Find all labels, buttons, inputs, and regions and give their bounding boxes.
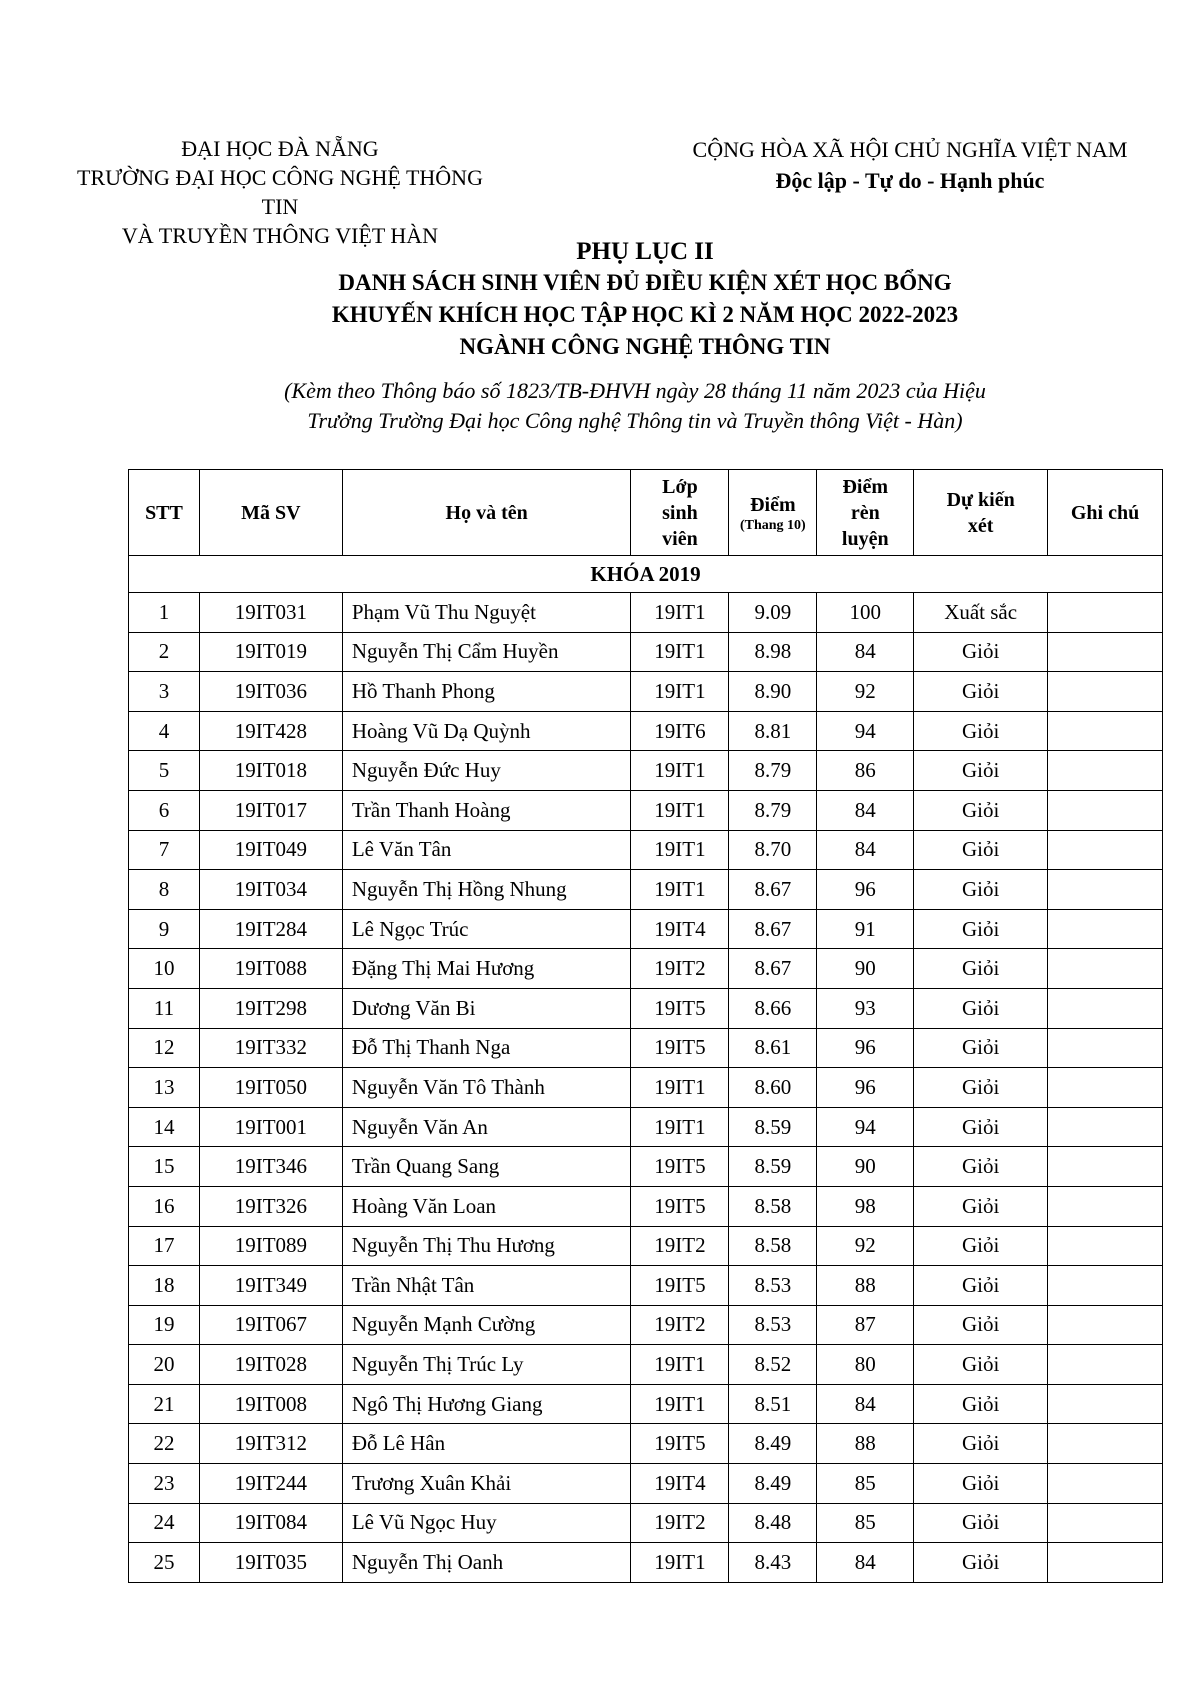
cell-lop: 19IT5 [631,988,729,1028]
cell-diem: 8.67 [729,909,817,949]
cell-ren-luyen: 93 [817,988,914,1028]
cell-ghi-chu [1048,870,1163,910]
table-row [129,751,1163,791]
cell-lop: 19IT4 [631,909,729,949]
cell-ghi-chu [1048,830,1163,870]
cell-ma-sv: 19IT084 [199,1503,342,1543]
cell-lop: 19IT1 [631,593,729,633]
cell-diem: 8.53 [729,1266,817,1306]
table-row [129,949,1163,989]
cell-ren-luyen: 86 [817,751,914,791]
cell-name: Trần Nhật Tân [342,1266,631,1306]
cell-diem: 8.52 [729,1345,817,1385]
cell-lop: 19IT1 [631,1543,729,1583]
cell-stt: 4 [129,711,200,751]
cell-ma-sv: 19IT298 [199,988,342,1028]
cell-stt: 6 [129,790,200,830]
cell-lop: 19IT5 [631,1266,729,1306]
cell-stt: 12 [129,1028,200,1068]
table-row [129,830,1163,870]
table-row [129,1543,1163,1583]
header-du-kien-line1: Dự kiến [946,488,1015,511]
cell-diem: 8.70 [729,830,817,870]
table-row [129,790,1163,830]
cell-stt: 1 [129,593,200,633]
cell-ma-sv: 19IT008 [199,1384,342,1424]
cell-du-kien: Giỏi [914,1068,1048,1108]
cell-lop: 19IT1 [631,1345,729,1385]
header-lop [631,470,729,556]
cell-lop: 19IT1 [631,1384,729,1424]
cell-ren-luyen: 84 [817,1543,914,1583]
cell-ma-sv: 19IT346 [199,1147,342,1187]
cell-name: Đỗ Thị Thanh Nga [342,1028,631,1068]
cell-diem: 8.98 [729,632,817,672]
cell-ren-luyen: 88 [817,1266,914,1306]
cell-name: Lê Văn Tân [342,830,631,870]
header-right-line2: Độc lập - Tự do - Hạnh phúc [775,168,1045,193]
cell-name: Nguyễn Thị Oanh [342,1543,631,1583]
cell-lop: 19IT1 [631,1107,729,1147]
table-row [129,1107,1163,1147]
cell-ghi-chu [1048,1345,1163,1385]
cell-stt: 2 [129,632,200,672]
cell-ma-sv: 19IT349 [199,1266,342,1306]
cell-lop: 19IT1 [631,790,729,830]
cell-name: Dương Văn Bi [342,988,631,1028]
header-ren-luyen [817,470,914,556]
cell-name: Đỗ Lê Hân [342,1424,631,1464]
cell-ma-sv: 19IT017 [199,790,342,830]
cell-stt: 23 [129,1464,200,1504]
header-left-line2: TRƯỜNG ĐẠI HỌC CÔNG NGHỆ THÔNG TIN [77,165,483,219]
header-lop-line3: viên [662,527,698,550]
header-ghi-chu: Ghi chú [1048,470,1163,556]
cell-du-kien: Giỏi [914,1384,1048,1424]
cell-stt: 15 [129,1147,200,1187]
cell-lop: 19IT5 [631,1186,729,1226]
table-row [129,870,1163,910]
cell-diem: 8.79 [729,790,817,830]
cell-ghi-chu [1048,751,1163,791]
cell-lop: 19IT2 [631,949,729,989]
cell-ghi-chu [1048,1107,1163,1147]
cell-name: Nguyễn Văn Tô Thành [342,1068,631,1108]
cell-diem: 8.53 [729,1305,817,1345]
table-row [129,1424,1163,1464]
cell-lop: 19IT5 [631,1147,729,1187]
cell-ghi-chu [1048,672,1163,712]
cell-lop: 19IT5 [631,1424,729,1464]
cell-name: Hoàng Vũ Dạ Quỳnh [342,711,631,751]
table-row [129,1226,1163,1266]
cell-stt: 7 [129,830,200,870]
cell-du-kien: Giỏi [914,870,1048,910]
cell-diem: 8.61 [729,1028,817,1068]
header-ho-ten: Họ và tên [342,470,631,556]
cell-diem: 8.81 [729,711,817,751]
cell-name: Lê Vũ Ngọc Huy [342,1503,631,1543]
cell-stt: 20 [129,1345,200,1385]
cell-du-kien: Giỏi [914,1503,1048,1543]
group-row [129,556,1163,593]
cell-ren-luyen: 87 [817,1305,914,1345]
cell-ma-sv: 19IT312 [199,1424,342,1464]
cell-du-kien: Giỏi [914,751,1048,791]
cell-stt: 14 [129,1107,200,1147]
cell-du-kien: Giỏi [914,1266,1048,1306]
cell-stt: 25 [129,1543,200,1583]
cell-du-kien: Giỏi [914,790,1048,830]
cell-ren-luyen: 80 [817,1345,914,1385]
cell-ren-luyen: 100 [817,593,914,633]
cell-ghi-chu [1048,1464,1163,1504]
cell-ghi-chu [1048,949,1163,989]
cell-ren-luyen: 88 [817,1424,914,1464]
cell-ghi-chu [1048,790,1163,830]
cell-du-kien: Giỏi [914,1186,1048,1226]
cell-ma-sv: 19IT088 [199,949,342,989]
cell-du-kien: Giỏi [914,1424,1048,1464]
cell-ren-luyen: 84 [817,790,914,830]
subtitle-line1: (Kèm theo Thông báo số 1823/TB-ĐHVH ngày 28 tháng 11 năm 2023 của Hiệu [284,378,986,403]
cell-name: Ngô Thị Hương Giang [342,1384,631,1424]
cell-ren-luyen: 98 [817,1186,914,1226]
cell-du-kien: Giỏi [914,1028,1048,1068]
cell-ghi-chu [1048,1068,1163,1108]
header-du-kien [914,470,1048,556]
header-ren-line1: Điểm [842,475,889,498]
header-ren-line2: rèn [850,501,880,524]
cell-ghi-chu [1048,1503,1163,1543]
cell-ren-luyen: 85 [817,1503,914,1543]
cell-stt: 10 [129,949,200,989]
table-row [129,672,1163,712]
table-header-row [129,470,1163,556]
table-row [129,1068,1163,1108]
header-stt: STT [129,470,200,556]
cell-stt: 11 [129,988,200,1028]
title-line4: NGÀNH CÔNG NGHỆ THÔNG TIN [459,334,831,359]
table-row [129,988,1163,1028]
title-line1: PHỤ LỤC II [576,238,714,265]
cell-ren-luyen: 96 [817,870,914,910]
cell-lop: 19IT2 [631,1305,729,1345]
cell-name: Trần Quang Sang [342,1147,631,1187]
header-diem-line2: (Thang 10) [739,517,806,533]
cell-name: Trần Thanh Hoàng [342,790,631,830]
table-row [129,1186,1163,1226]
cell-stt: 22 [129,1424,200,1464]
header-ren-line3: luyện [841,527,889,550]
cell-du-kien: Giỏi [914,988,1048,1028]
cell-lop: 19IT5 [631,1028,729,1068]
cell-ma-sv: 19IT019 [199,632,342,672]
cell-diem: 8.60 [729,1068,817,1108]
cell-ma-sv: 19IT428 [199,711,342,751]
table-row [129,1266,1163,1306]
cell-ren-luyen: 85 [817,1464,914,1504]
cell-name: Nguyễn Mạnh Cường [342,1305,631,1345]
table-row [129,632,1163,672]
cell-du-kien: Giỏi [914,672,1048,712]
table-row [129,1147,1163,1187]
header-du-kien-line2: xét [967,514,994,537]
cell-diem: 8.49 [729,1424,817,1464]
cell-ma-sv: 19IT035 [199,1543,342,1583]
cell-ren-luyen: 90 [817,1147,914,1187]
cell-ghi-chu [1048,593,1163,633]
cell-diem: 8.90 [729,672,817,712]
cell-ma-sv: 19IT326 [199,1186,342,1226]
cell-ma-sv: 19IT049 [199,830,342,870]
cell-lop: 19IT1 [631,830,729,870]
cell-du-kien: Giỏi [914,1226,1048,1266]
title-line2: DANH SÁCH SINH VIÊN ĐỦ ĐIỀU KIỆN XÉT HỌC BỔNG [338,270,952,295]
title-line3: KHUYẾN KHÍCH HỌC TẬP HỌC KÌ 2 NĂM HỌC 2022-2023 [331,302,959,327]
cell-stt: 9 [129,909,200,949]
cell-name: Nguyễn Văn An [342,1107,631,1147]
cell-diem: 8.79 [729,751,817,791]
cell-ghi-chu [1048,632,1163,672]
cell-ma-sv: 19IT244 [199,1464,342,1504]
cell-ren-luyen: 91 [817,909,914,949]
cell-stt: 18 [129,1266,200,1306]
cell-name: Trương Xuân Khải [342,1464,631,1504]
cell-ren-luyen: 84 [817,1384,914,1424]
cell-du-kien: Giỏi [914,1107,1048,1147]
cell-ren-luyen: 96 [817,1068,914,1108]
cell-du-kien: Giỏi [914,909,1048,949]
header-left-line3: VÀ TRUYỀN THÔNG VIỆT HÀN [121,223,439,248]
cell-du-kien: Giỏi [914,1345,1048,1385]
cell-name: Nguyễn Thị Trúc Ly [342,1345,631,1385]
cell-diem: 8.51 [729,1384,817,1424]
cell-name: Lê Ngọc Trúc [342,909,631,949]
cell-name: Phạm Vũ Thu Nguyệt [342,593,631,633]
cell-diem: 9.09 [729,593,817,633]
header-left-line1: ĐẠI HỌC ĐÀ NẴNG [181,136,379,161]
group-label: KHÓA 2019 [129,556,1163,593]
table-row [129,1305,1163,1345]
cell-diem: 8.49 [729,1464,817,1504]
cell-ma-sv: 19IT031 [199,593,342,633]
header-right-line1: CỘNG HÒA XÃ HỘI CHỦ NGHĨA VIỆT NAM [692,137,1128,162]
cell-stt: 8 [129,870,200,910]
cell-du-kien: Giỏi [914,1464,1048,1504]
cell-diem: 8.59 [729,1147,817,1187]
subtitle-line2: Trưởng Trường Đại học Công nghệ Thông tin và Truyền thông Việt - Hàn) [307,408,963,433]
cell-name: Hoàng Văn Loan [342,1186,631,1226]
header-right [650,134,1170,196]
cell-du-kien: Giỏi [914,711,1048,751]
table-row [129,1345,1163,1385]
cell-du-kien: Giỏi [914,830,1048,870]
cell-lop: 19IT1 [631,870,729,910]
cell-ma-sv: 19IT034 [199,870,342,910]
cell-lop: 19IT6 [631,711,729,751]
table-row [129,1384,1163,1424]
table-row [129,593,1163,633]
cell-diem: 8.66 [729,988,817,1028]
table-row [129,711,1163,751]
header-lop-line2: sinh [662,501,698,524]
cell-diem: 8.59 [729,1107,817,1147]
cell-stt: 17 [129,1226,200,1266]
cell-stt: 21 [129,1384,200,1424]
cell-lop: 19IT4 [631,1464,729,1504]
cell-stt: 13 [129,1068,200,1108]
cell-ghi-chu [1048,1543,1163,1583]
cell-ghi-chu [1048,1384,1163,1424]
table-row [129,1028,1163,1068]
header-ma-sv: Mã SV [199,470,342,556]
cell-ren-luyen: 94 [817,711,914,751]
cell-name: Nguyễn Thị Cẩm Huyền [342,632,631,672]
cell-lop: 19IT2 [631,1226,729,1266]
header-lop-line1: Lớp [662,475,698,498]
cell-ren-luyen: 96 [817,1028,914,1068]
cell-name: Hồ Thanh Phong [342,672,631,712]
header-diem [729,470,817,556]
cell-diem: 8.67 [729,870,817,910]
document-title [130,236,1160,363]
cell-ren-luyen: 84 [817,632,914,672]
cell-ma-sv: 19IT089 [199,1226,342,1266]
cell-diem: 8.58 [729,1226,817,1266]
cell-diem: 8.58 [729,1186,817,1226]
cell-lop: 19IT1 [631,1068,729,1108]
cell-ren-luyen: 94 [817,1107,914,1147]
cell-stt: 24 [129,1503,200,1543]
cell-ghi-chu [1048,1147,1163,1187]
header-diem-line1: Điểm [750,493,796,516]
cell-du-kien: Giỏi [914,949,1048,989]
cell-du-kien: Giỏi [914,632,1048,672]
cell-diem: 8.67 [729,949,817,989]
cell-ma-sv: 19IT036 [199,672,342,712]
cell-ghi-chu [1048,1305,1163,1345]
cell-ma-sv: 19IT067 [199,1305,342,1345]
cell-diem: 8.48 [729,1503,817,1543]
cell-name: Nguyễn Thị Thu Hương [342,1226,631,1266]
cell-name: Nguyễn Đức Huy [342,751,631,791]
cell-lop: 19IT1 [631,751,729,791]
table-row [129,909,1163,949]
cell-lop: 19IT1 [631,632,729,672]
cell-lop: 19IT1 [631,672,729,712]
cell-ren-luyen: 90 [817,949,914,989]
cell-ghi-chu [1048,909,1163,949]
cell-ma-sv: 19IT018 [199,751,342,791]
cell-ghi-chu [1048,711,1163,751]
table-row [129,1464,1163,1504]
cell-ghi-chu [1048,1226,1163,1266]
cell-du-kien: Giỏi [914,1305,1048,1345]
cell-ghi-chu [1048,988,1163,1028]
document-subtitle [170,376,1100,436]
cell-name: Đặng Thị Mai Hương [342,949,631,989]
student-table [128,469,1163,1583]
cell-ren-luyen: 84 [817,830,914,870]
cell-ma-sv: 19IT001 [199,1107,342,1147]
cell-ghi-chu [1048,1186,1163,1226]
cell-ma-sv: 19IT028 [199,1345,342,1385]
cell-stt: 5 [129,751,200,791]
cell-name: Nguyễn Thị Hồng Nhung [342,870,631,910]
cell-stt: 16 [129,1186,200,1226]
cell-stt: 19 [129,1305,200,1345]
cell-du-kien: Giỏi [914,1543,1048,1583]
cell-ma-sv: 19IT284 [199,909,342,949]
cell-ghi-chu [1048,1028,1163,1068]
cell-du-kien: Giỏi [914,1147,1048,1187]
cell-lop: 19IT2 [631,1503,729,1543]
table-row [129,1503,1163,1543]
cell-du-kien: Xuất sắc [914,593,1048,633]
cell-ren-luyen: 92 [817,672,914,712]
cell-ma-sv: 19IT332 [199,1028,342,1068]
cell-ren-luyen: 92 [817,1226,914,1266]
cell-ghi-chu [1048,1424,1163,1464]
cell-diem: 8.43 [729,1543,817,1583]
cell-stt: 3 [129,672,200,712]
header-left [70,134,490,250]
cell-ma-sv: 19IT050 [199,1068,342,1108]
cell-ghi-chu [1048,1266,1163,1306]
